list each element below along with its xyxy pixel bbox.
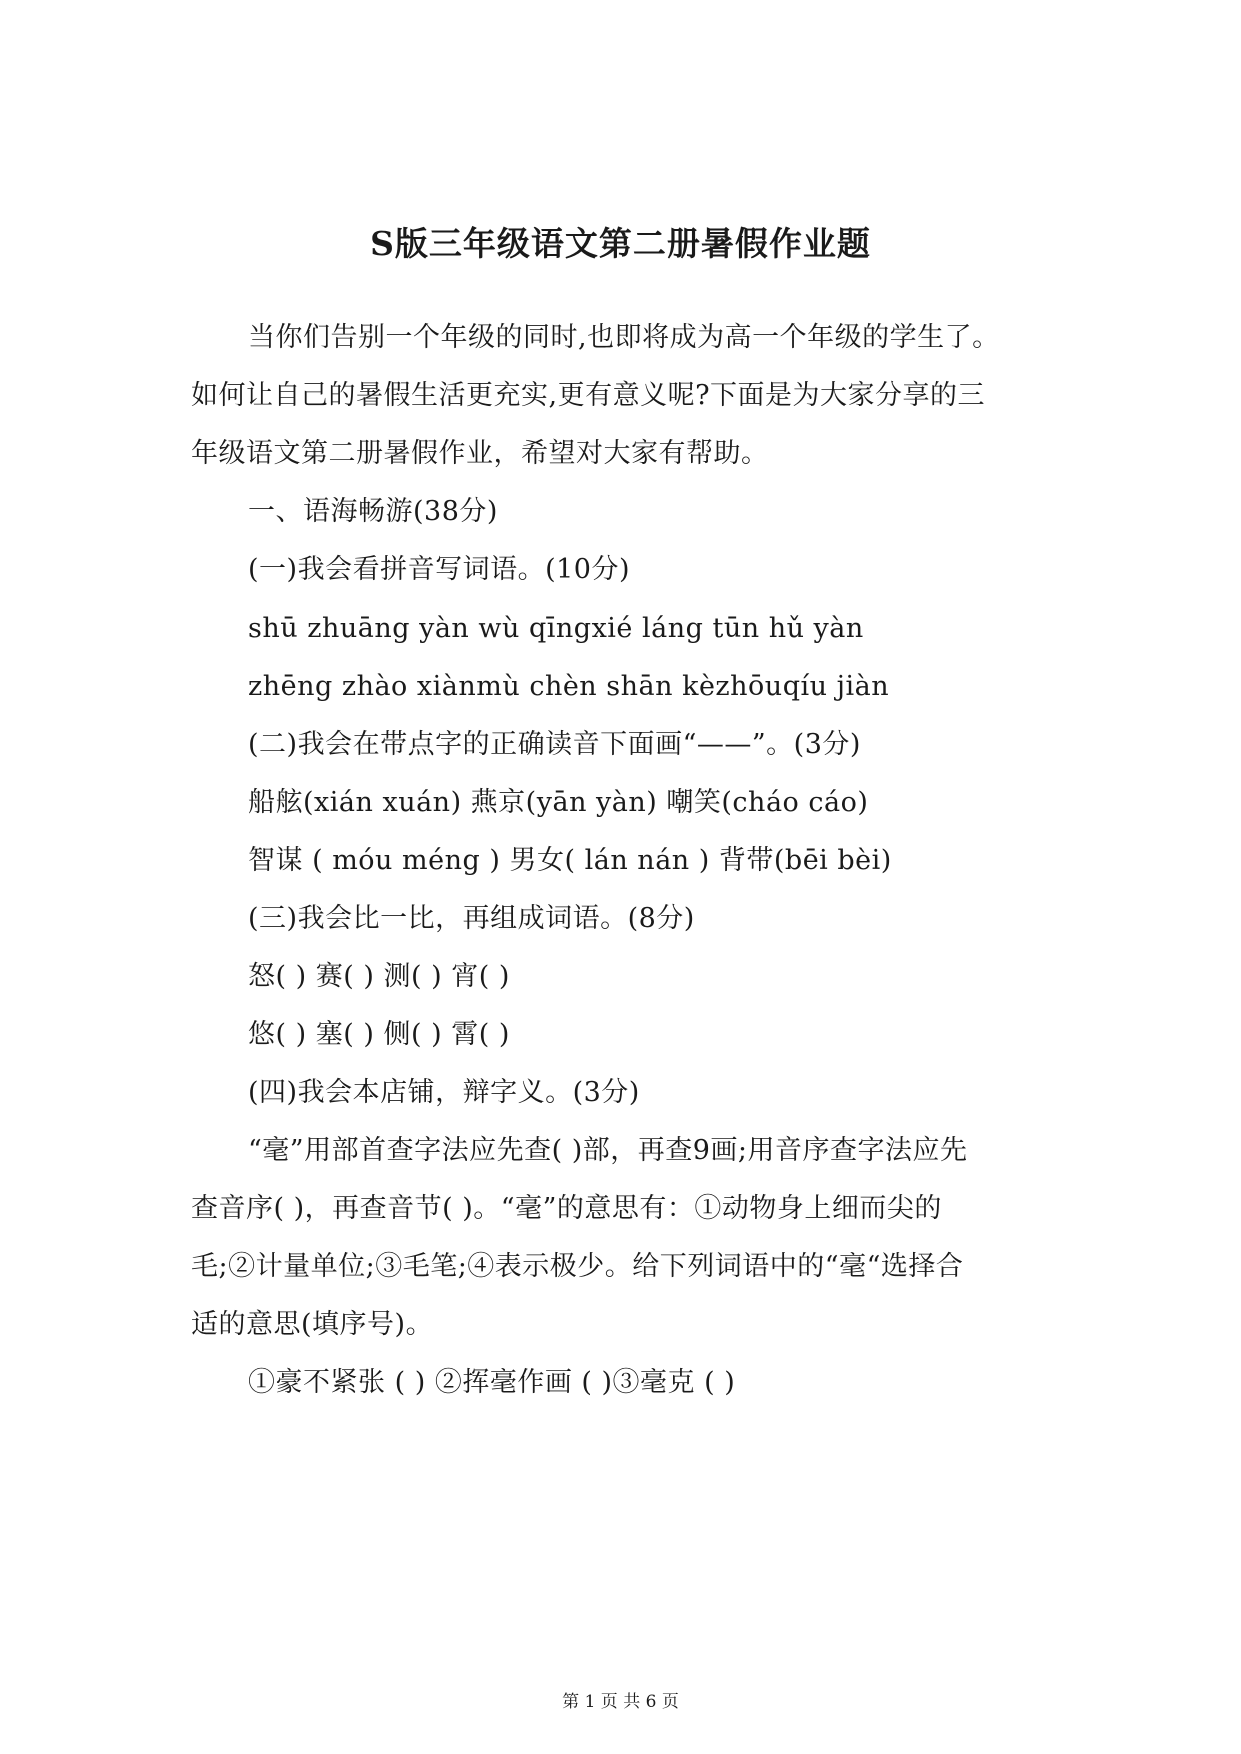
intro-line-3: 年级语文第二册暑假作业，希望对大家有帮助。 (191, 438, 769, 469)
reading-line-2: 智谋 ( móu méng ) 男女( lán nán ) 背带(bēi bèi) (248, 845, 892, 876)
pinyin-line-2: zhēng zhào xiànmù chèn shān kèzhōuqíu jiàn (248, 671, 890, 702)
compare-line-2: 悠( ) 塞( ) 侧( ) 霄( ) (248, 1019, 510, 1050)
question-3-heading: (三)我会比一比，再组成词语。(8分) (248, 903, 695, 934)
compare-line-1: 怒( ) 赛( ) 测( ) 宵( ) (248, 961, 510, 992)
dictionary-line-2: 查音序( )，再查音节( )。“毫”的意思有：①动物身上细而尖的 (191, 1193, 942, 1224)
reading-line-1: 船舷(xián xuán) 燕京(yān yàn) 嘲笑(cháo cáo) (248, 787, 869, 818)
section-heading: 一、语海畅游(38分) (248, 496, 498, 527)
question-1-heading: (一)我会看拼音写词语。(10分) (248, 554, 630, 585)
question-2-heading: (二)我会在带点字的正确读音下面画“——”。(3分) (248, 729, 861, 760)
intro-line-1: 当你们告别一个年级的同时,也即将成为高一个年级的学生了。 (248, 322, 1000, 353)
page-number: 第 1 页 共 6 页 (562, 1692, 679, 1712)
pinyin-line-1: shū zhuāng yàn wù qīngxié láng tūn hǔ yàn (248, 613, 864, 644)
dictionary-line-1: “毫”用部首查字法应先查( )部，再查9画;用音序查字法应先 (248, 1135, 968, 1166)
document-title: S版三年级语文第二册暑假作业题 (370, 224, 871, 263)
question-4-heading: (四)我会本店铺，辩字义。(3分) (248, 1077, 640, 1108)
dictionary-line-4: 适的意思(填序号)。 (191, 1309, 434, 1340)
dictionary-line-3: 毛;②计量单位;③毛笔;④表示极少。给下列词语中的“毫“选择合 (191, 1251, 964, 1282)
meaning-options: ①豪不紧张 ( ) ②挥毫作画 ( )③毫克 ( ) (248, 1367, 736, 1398)
intro-line-2: 如何让自己的暑假生活更充实,更有意义呢?下面是为大家分享的三 (191, 380, 986, 411)
